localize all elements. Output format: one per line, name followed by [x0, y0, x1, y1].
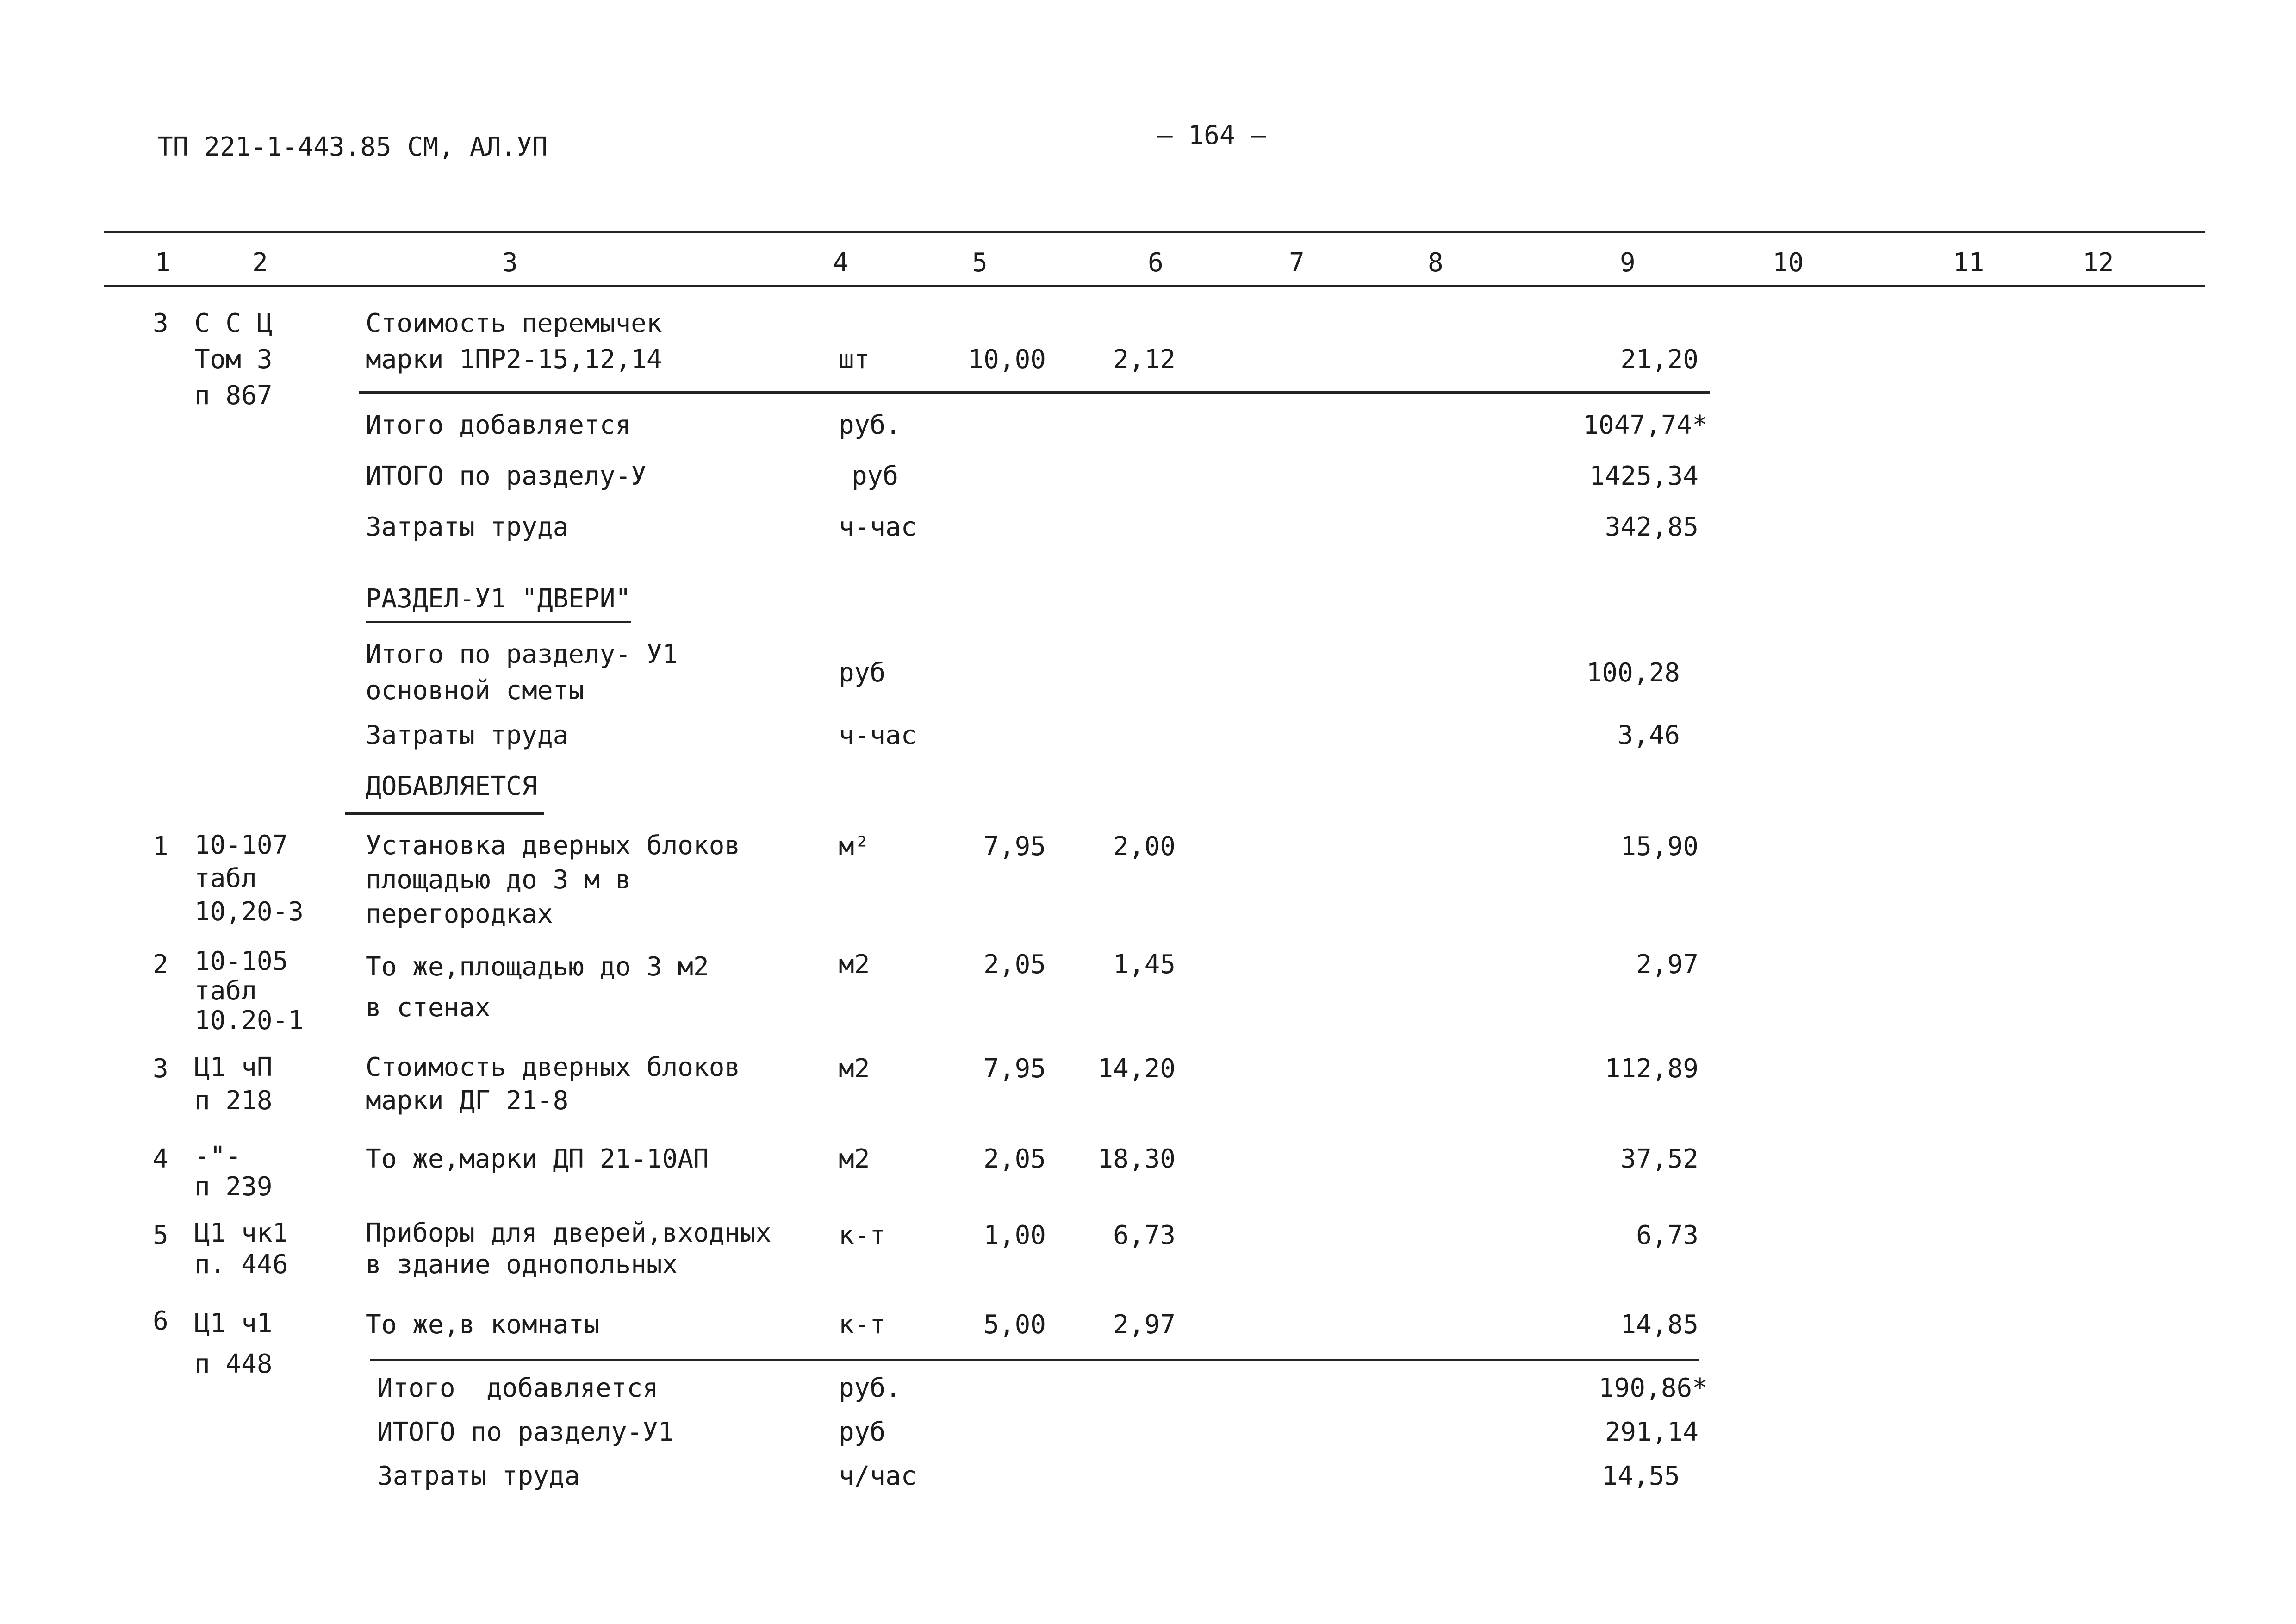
column-number: 10	[1773, 248, 1804, 278]
row-number: 3	[153, 1054, 168, 1084]
row-quantity: 7,95	[983, 831, 1046, 862]
row-unit: м²	[839, 831, 870, 862]
column-number: 1	[155, 248, 171, 278]
row-unit: руб	[839, 658, 886, 688]
row-name: То же,марки ДП 21-10АП	[366, 1144, 709, 1174]
row-unit: ч-час	[839, 720, 917, 750]
row-name: То же,в комнаты	[366, 1310, 600, 1340]
subtotal-rule	[370, 1359, 1699, 1361]
row-total: 2,97	[1636, 949, 1699, 980]
row-unit: м2	[839, 1144, 870, 1174]
row-number: 2	[153, 949, 168, 980]
row-name: Затраты труда	[366, 720, 569, 750]
row-unit: м2	[839, 1054, 870, 1084]
column-number: 9	[1620, 248, 1636, 278]
row-price: 2,97	[1113, 1310, 1176, 1340]
row-name: ИТОГО по разделу-У1	[377, 1417, 674, 1447]
row-total: 15,90	[1620, 831, 1699, 862]
column-number: 4	[833, 248, 849, 278]
row-name: Итого добавляется	[366, 410, 631, 440]
row-unit: к-т	[839, 1220, 886, 1250]
row-total: 1047,74*	[1583, 410, 1708, 440]
row-name: Затраты труда	[366, 512, 569, 542]
row-number: 3	[153, 308, 168, 338]
row-price: 2,00	[1113, 831, 1176, 862]
row-total: 21,20	[1620, 344, 1699, 375]
row-name: Стоимость перемычек марки 1ПР2-15,12,14	[366, 308, 662, 375]
heading-underline	[345, 812, 544, 815]
row-reference: 10-105 табл 10.20-1	[194, 946, 304, 1036]
row-price: 14,20	[1097, 1054, 1176, 1084]
table-top-rule	[104, 231, 2205, 233]
column-number: 3	[502, 248, 518, 278]
row-number: 6	[153, 1306, 168, 1336]
row-name: Затраты труда	[377, 1461, 580, 1491]
row-total: 291,14	[1605, 1417, 1699, 1447]
column-number: 7	[1289, 248, 1305, 278]
row-reference: Ц1 чП п 218	[194, 1052, 273, 1116]
subtotal-rule	[359, 391, 1710, 394]
section-heading: РАЗДЕЛ-У1 "ДВЕРИ"	[366, 581, 631, 623]
row-unit: ч-час	[839, 512, 917, 542]
row-number: 4	[153, 1144, 168, 1174]
row-quantity: 2,05	[983, 949, 1046, 980]
column-number: 6	[1148, 248, 1164, 278]
row-name: То же,площадью до 3 м2 в стенах	[366, 952, 709, 1023]
row-reference: С С Ц Том 3 п 867	[194, 308, 273, 411]
row-name: Итого по разделу- У1 основной сметы	[366, 639, 678, 706]
row-reference: Ц1 чк1 п. 446	[194, 1218, 288, 1280]
row-total: 190,86*	[1598, 1373, 1708, 1403]
column-number: 5	[972, 248, 988, 278]
column-header-rule	[104, 285, 2205, 287]
row-price: 1,45	[1113, 949, 1176, 980]
row-quantity: 2,05	[983, 1144, 1046, 1174]
row-unit: ч/час	[839, 1461, 917, 1491]
row-reference: Ц1 ч1 п 448	[194, 1308, 273, 1379]
section-heading: ДОБАВЛЯЕТСЯ	[366, 771, 537, 801]
row-name: Итого добавляется	[377, 1373, 658, 1403]
row-unit: руб.	[839, 410, 901, 440]
row-total: 112,89	[1605, 1054, 1699, 1084]
row-name: Приборы для дверей,входных в здание однопольных	[366, 1218, 772, 1280]
row-name: ИТОГО по разделу-У	[366, 461, 647, 491]
row-total: 1425,34	[1589, 461, 1699, 491]
column-number: 11	[1953, 248, 1985, 278]
row-reference: 10-107 табл 10,20-3	[194, 830, 304, 927]
row-quantity: 10,00	[968, 344, 1046, 375]
row-unit: шт	[839, 344, 870, 375]
column-number: 8	[1428, 248, 1444, 278]
row-name: Установка дверных блоков площадью до 3 м в перегородках	[366, 831, 740, 929]
row-price: 2,12	[1113, 344, 1176, 375]
document-code: ТП 221-1-443.85	[157, 132, 392, 162]
row-price: 6,73	[1113, 1220, 1176, 1250]
row-unit: к-т	[839, 1310, 886, 1340]
row-unit: руб	[839, 1417, 886, 1447]
row-unit: руб	[852, 461, 899, 491]
row-quantity: 1,00	[983, 1220, 1046, 1250]
row-number: 5	[153, 1220, 168, 1250]
row-quantity: 5,00	[983, 1310, 1046, 1340]
row-total: 342,85	[1605, 512, 1699, 542]
row-name: Стоимость дверных блоков марки ДГ 21-8	[366, 1052, 740, 1116]
row-total: 3,46	[1618, 720, 1680, 750]
row-unit: руб.	[839, 1373, 901, 1403]
row-price: 18,30	[1097, 1144, 1176, 1174]
row-total: 14,85	[1620, 1310, 1699, 1340]
section-code: СМ, АЛ.УП	[407, 132, 548, 162]
row-number: 1	[153, 831, 168, 862]
row-total: 14,55	[1602, 1461, 1680, 1491]
row-quantity: 7,95	[983, 1054, 1046, 1084]
column-number: 12	[2083, 248, 2114, 278]
row-total: 100,28	[1586, 658, 1680, 688]
row-total: 6,73	[1636, 1220, 1699, 1250]
column-number: 2	[252, 248, 268, 278]
page-number: – 164 –	[1157, 120, 1267, 150]
row-unit: м2	[839, 949, 870, 980]
row-total: 37,52	[1620, 1144, 1699, 1174]
row-reference: -"- п 239	[194, 1141, 273, 1202]
